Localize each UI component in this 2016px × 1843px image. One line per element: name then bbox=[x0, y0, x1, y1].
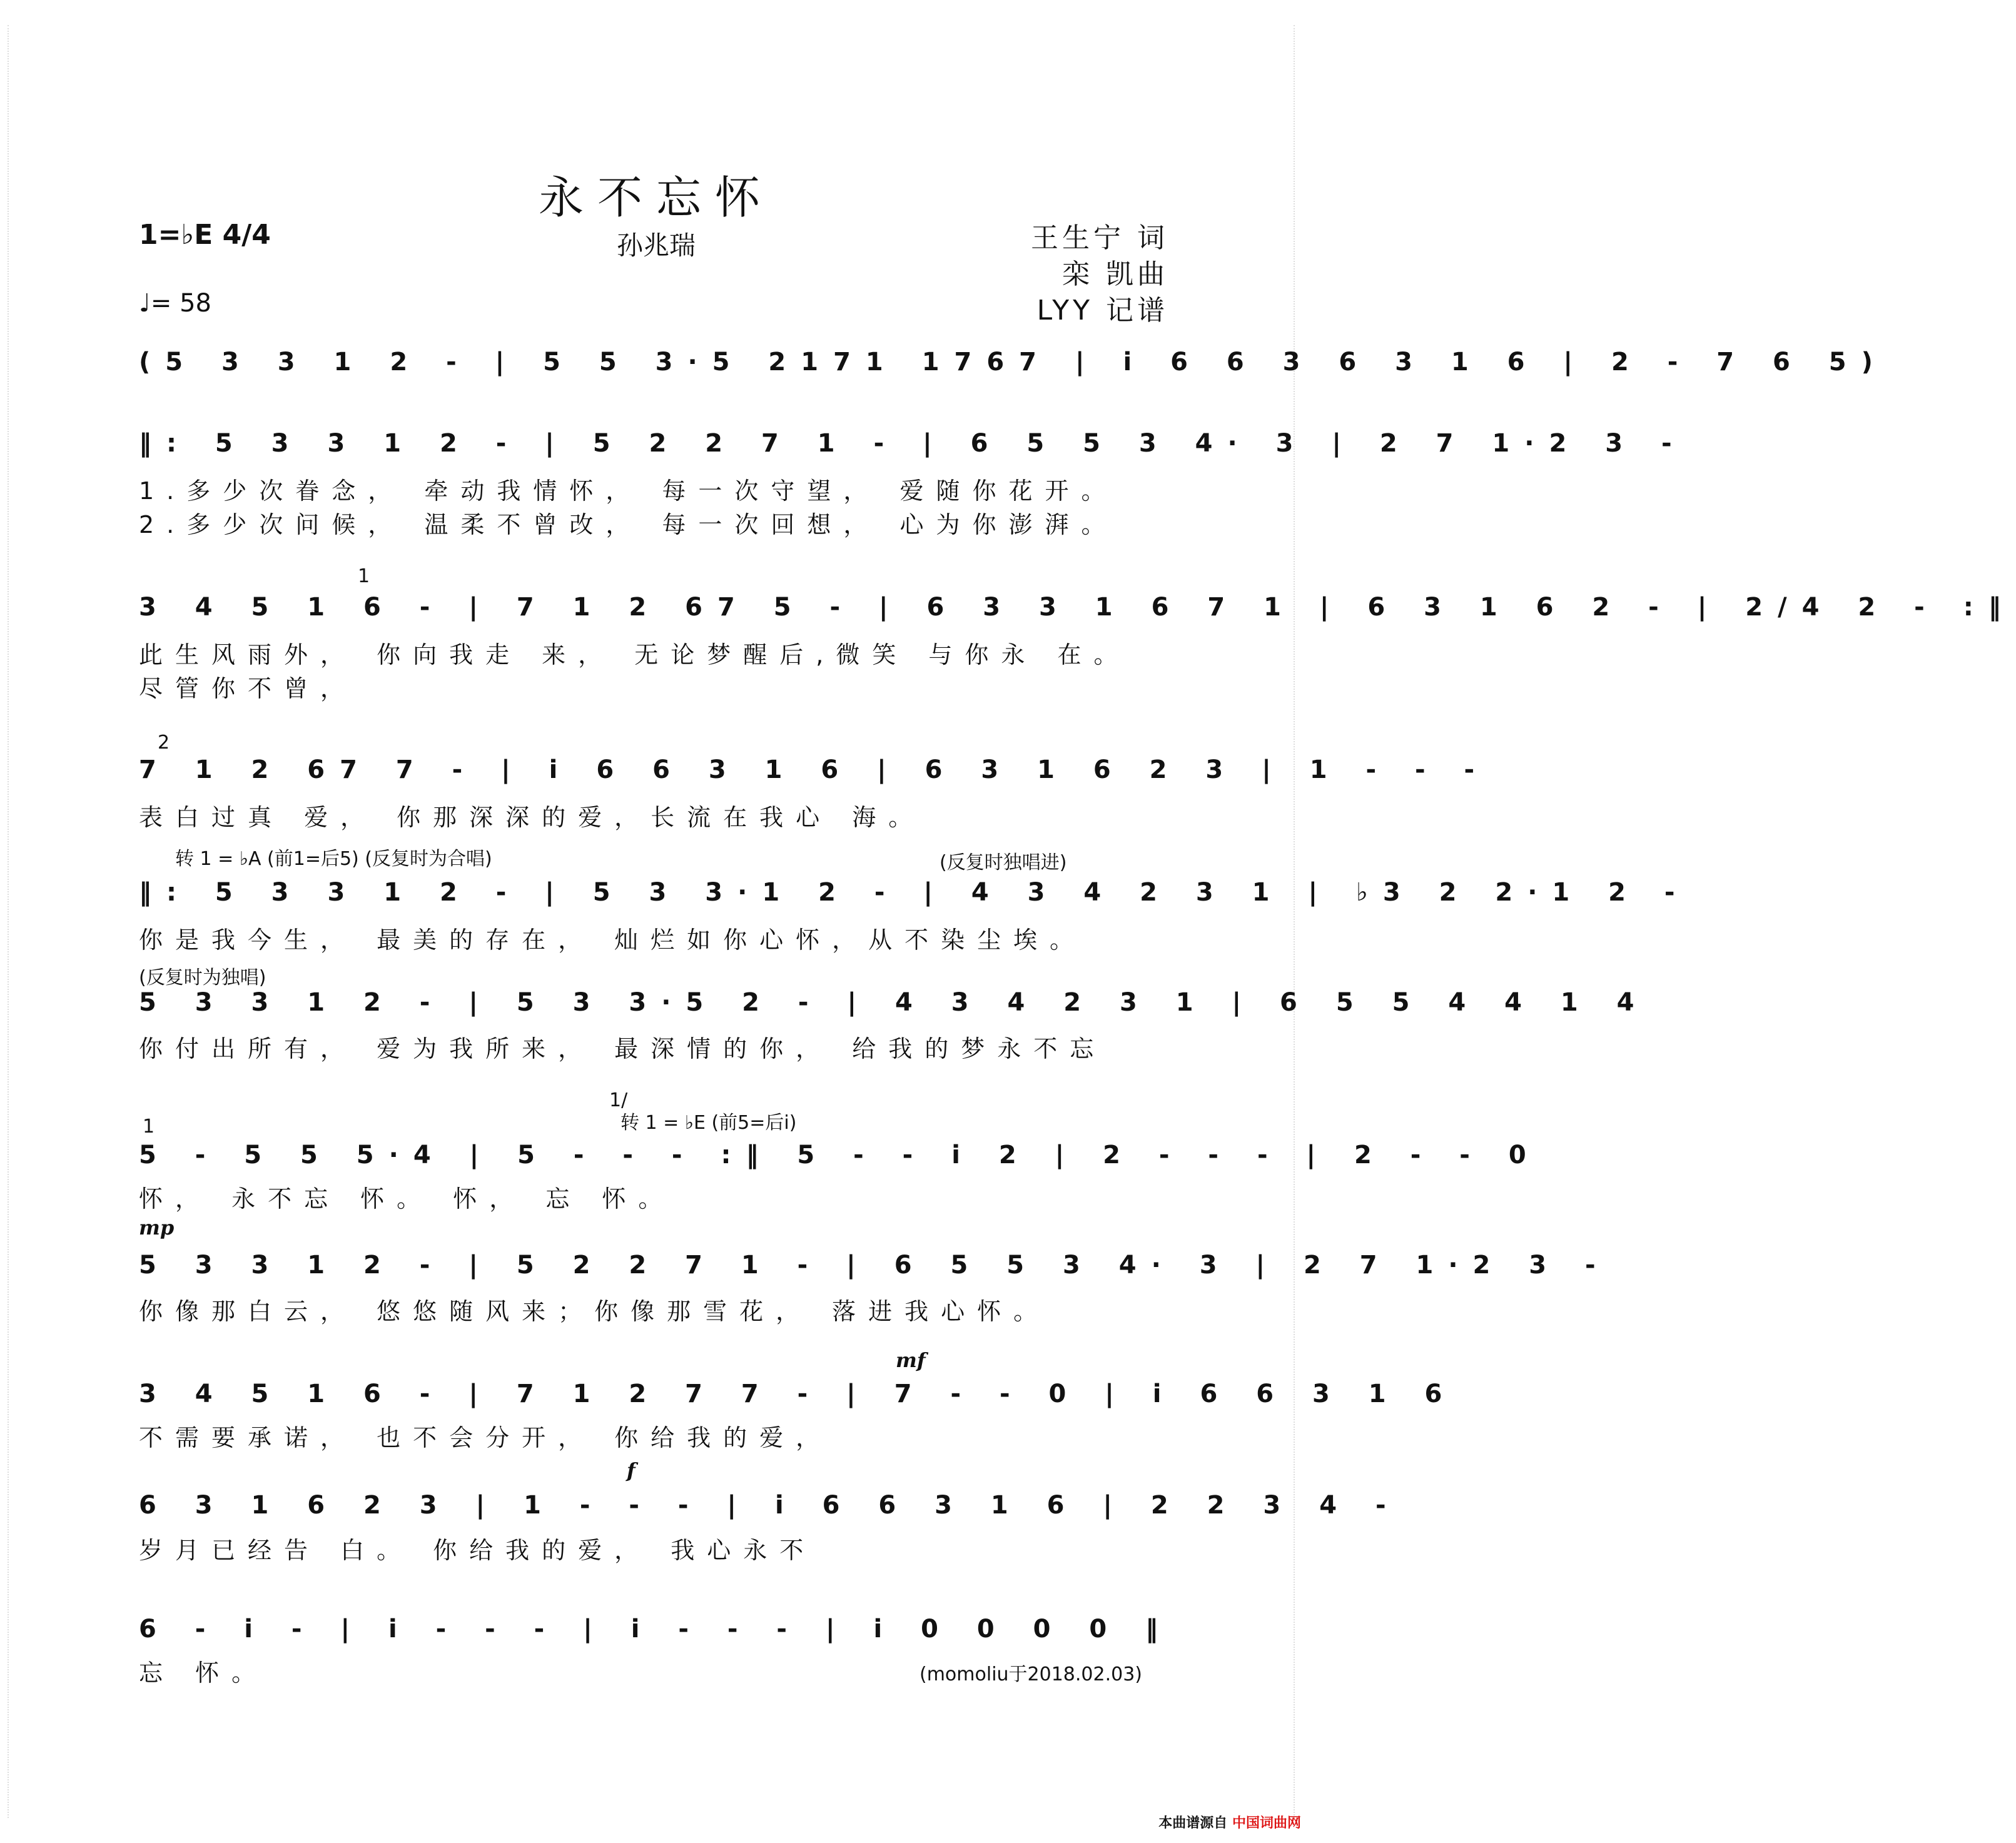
lyrics: 你像那白云， 悠悠随风来；你像那雪花， 落进我心怀。 bbox=[139, 1298, 1050, 1325]
notes: 7 1 2 67 7 - | i 6 6 3 1 6 | 6 3 1 6 2 3 | 1 - - - bbox=[139, 755, 1490, 784]
lyrics: 此生风雨外， 你向我走 来， 无论梦醒后,微笑 与你永 在。 bbox=[139, 641, 1130, 669]
lyrics-verse-2: 2.多少次问候， 温柔不曾改， 每一次回想， 心为你澎湃。 bbox=[139, 511, 1118, 538]
composer: 栾 凯曲 bbox=[1062, 258, 1168, 290]
transcription-signature: (momoliu于2018.02.03) bbox=[919, 1664, 1143, 1685]
notes: 6 3 1 6 2 3 | 1 - - - | i 6 6 3 1 6 | 2 2 3 4 - bbox=[139, 1491, 1401, 1520]
lyrics: 不需要承诺， 也不会分开， 你给我的爱， bbox=[139, 1424, 833, 1452]
dynamic-mf: mf bbox=[896, 1348, 926, 1372]
notes: 3 4 5 1 6 - | 7 1 2 7 7 - | 7 - - 0 | i 6 6 3 1 6 bbox=[139, 1380, 1457, 1408]
solo-note: (反复时为独唱) bbox=[139, 967, 266, 989]
notes: 3 4 5 1 6 - | 7 1 2 67 5 - | 6 3 3 1 6 7 1 | 6 3 1 6 2 - | 2/4 2 - :‖ bbox=[139, 593, 2016, 622]
lyrics: 你是我今生， 最美的存在， 灿烂如你心怀，从不染尘埃。 bbox=[139, 926, 1087, 954]
transcriber: LYY 记谱 bbox=[1036, 295, 1168, 326]
notes: ‖: 5 3 3 1 2 - | 5 3 3·1 2 - | 4 3 4 2 3 1 | ♭3 2 2·1 2 - bbox=[139, 878, 1690, 907]
notes: 5 3 3 1 2 - | 5 3 3·5 2 - | 4 3 4 2 3 1 | 6 5 5 4 4 1 4 bbox=[139, 988, 1649, 1017]
singer: 孙兆瑞 bbox=[616, 230, 696, 261]
solo-entry-note: (反复时独唱进) bbox=[940, 852, 1067, 874]
notes: 5 3 3 1 2 - | 5 2 2 7 1 - | 6 5 5 3 4· 3 | 2 7 1·2 3 - bbox=[139, 1251, 1611, 1280]
lyrics: 忘 怀。 bbox=[139, 1659, 268, 1687]
right-margin-watermark bbox=[1294, 25, 1305, 1818]
source-footer bbox=[1158, 1812, 1301, 1832]
ending-2-label: 2 bbox=[158, 732, 170, 754]
notes: 5 - 5 5 5·4 | 5 - - - :‖ 5 - - i 2 | 2 - - - | 2 - - 0 bbox=[139, 1141, 1541, 1169]
lyrics: 你付出所有， 爱为我所来， 最深情的你， 给我的梦永不忘 bbox=[139, 1035, 1107, 1063]
ending-b-label: 1/ bbox=[609, 1089, 628, 1111]
footer-site-link[interactable]: 中国词曲网 bbox=[1232, 1815, 1301, 1831]
footer-prefix: 本曲谱源自 bbox=[1158, 1815, 1228, 1831]
modulation-note: 转 1 = ♭A (前1=后5) (反复时为合唱) bbox=[175, 848, 492, 870]
lyrics-alt: 尽管你不曾， bbox=[139, 675, 357, 702]
dynamic-f: f bbox=[627, 1458, 636, 1482]
modulation-note-2: 转 1 = ♭E (前5=后i) bbox=[621, 1112, 797, 1134]
notes: ‖: 5 3 3 1 2 - | 5 2 2 7 1 - | 6 5 5 3 4· 3 | 2 7 1·2 3 - bbox=[139, 429, 1687, 458]
tempo-marking: ♩= 58 bbox=[139, 289, 211, 318]
lyrics: 岁月已经告 白。 你给我的爱， 我心永不 bbox=[139, 1537, 816, 1564]
dynamic-mp: mp bbox=[139, 1216, 175, 1240]
notes: (5 3 3 1 2 - | 5 5 3·5 2171 1767 | i 6 6 3 6 3 1 6 | 2 - 7 6 5) bbox=[139, 348, 1888, 376]
key-signature: 1=♭E 4/4 bbox=[139, 219, 271, 251]
notes: 6 - i - | i - - - | i - - - | i 0 0 0 0 ‖ bbox=[139, 1615, 1173, 1644]
left-margin-watermark bbox=[8, 25, 19, 1818]
song-title: 永不忘怀 bbox=[538, 171, 774, 224]
ending-1-label: 1 bbox=[358, 565, 370, 587]
lyrics: 表白过真 爱， 你那深深的爱，长流在我心 海。 bbox=[139, 804, 925, 831]
lyrics: 怀， 永不忘 怀。 怀， 忘 怀。 bbox=[139, 1185, 675, 1213]
ending-a-label: 1 bbox=[143, 1116, 155, 1138]
lyrics-verse-1: 1.多少次眷念， 牵动我情怀， 每一次守望， 爱随你花开。 bbox=[139, 477, 1118, 505]
lyricist: 王生宁 词 bbox=[1031, 222, 1168, 254]
